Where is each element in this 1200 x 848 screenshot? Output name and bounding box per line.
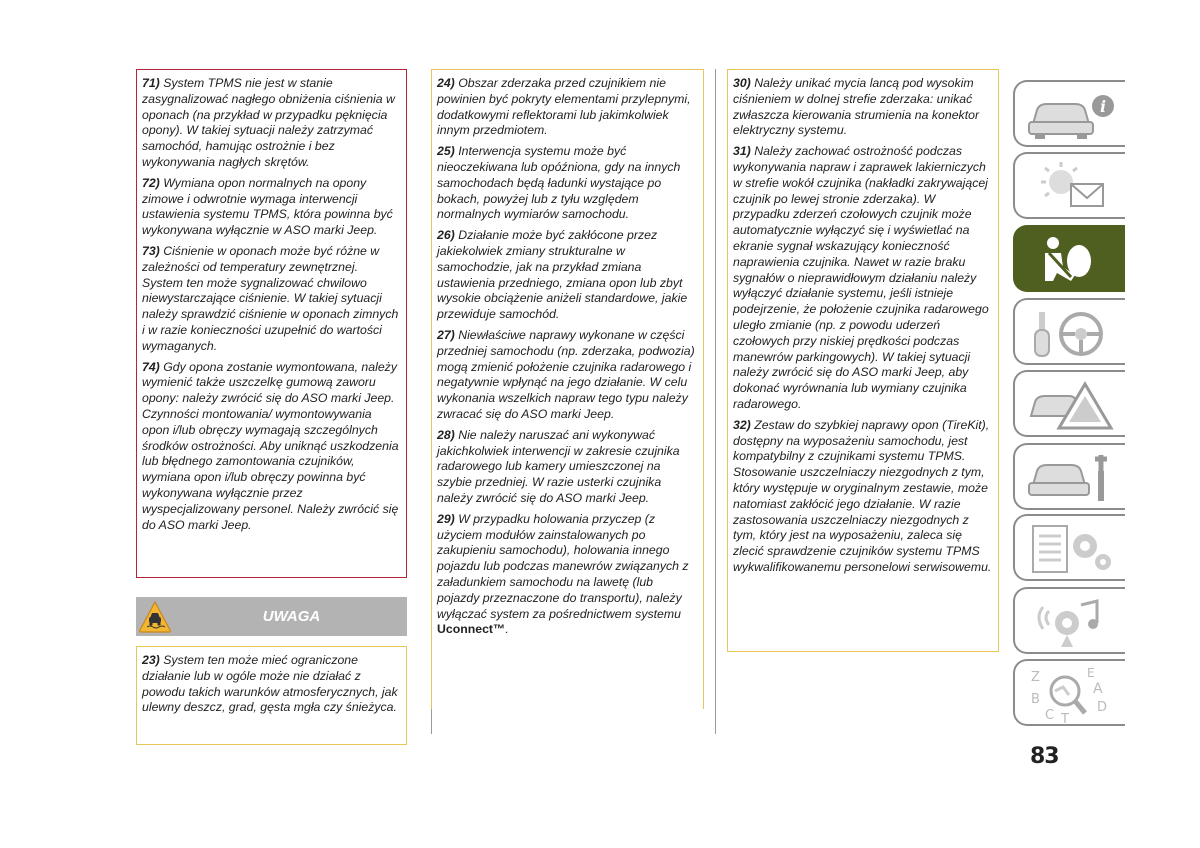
note-26: 26) Działanie może być zakłócone przez jakiekolwiek zmiany strukturalne w samochodzie, jak na przykład zmiana ustawienia przedniego, zmiana opon lub zbyt wysokie obciążenie aniżeli standardowe, jakie przewiduje samochód. (437, 228, 688, 322)
note-72: 72) Wymiana opon normalnych na opony zimowe i odwrotnie wymaga interwencji ustawienia systemu TPMS, która powinna być wykonywana wyłącznie w ASO marki Jeep. (142, 175, 393, 238)
note-73: 73) Ciśnienie w oponach może być różne w zależności od temperatury zewnętrznej. System ten może sygnalizować chwilowo niewystarczające ciśnienie. W takiej sytuacji należy sprawdzić ciśnienie w oponach zimnych i w razie konieczności uzupełnić do wartości wymaganych. (142, 243, 399, 353)
note-25: 25) Interwencja systemu może być nieoczekiwana lub opóźniona, gdy na innych samochodach będą ładunki wystające po bokach, powyżej lub z tyłu względem normalnych wymiarów samochodu. (437, 144, 681, 222)
index-letter: B (1031, 692, 1040, 707)
tab-multimedia[interactable] (1013, 587, 1125, 654)
index-letter: D (1097, 700, 1108, 715)
tab-safety[interactable] (1013, 225, 1125, 292)
tab-key-steering[interactable] (1013, 298, 1125, 365)
svg-text:i: i (1100, 97, 1107, 116)
note-27: 27) Niewłaściwe naprawy wykonane w części przedniej samochodu (np. zderzaka, podwozia) mogą zmienić położenie czujnika radarowego i negatywnie wpłynąć na jego działanie. W celu wykonania wszelkich napraw tego typu należy zwracać się do ASO marki Jeep. (437, 327, 695, 421)
note-23: 23) System ten może mieć ograniczone działanie lub w ogóle może nie działać z powodu takich warunków atmosferycznych, jak ulewny deszcz, grad, gęsta mgła czy śnieżyca. (142, 653, 398, 715)
tab-technical-data[interactable] (1013, 514, 1125, 581)
index-letter: C (1045, 708, 1055, 723)
caution-notes-column-2 (727, 69, 999, 652)
note-71: 71) System TPMS nie jest w stanie zasygnalizować nagłego obniżenia ciśnienia w oponach (na przykład w przypadku pęknięcia opony). W takiej sytuacji należy zatrzymać samochód, hamując ostrożnie i bez wykonywania nagłych skrętów. (142, 76, 395, 169)
note-74: 74) Gdy opona zostanie wymontowana, należy wymienić także uszczelkę gumową zaworu opony: należy zwrócić się do ASO marki Jeep. Czynności montowania/ wymontowywania opon i/lub obręczy wymagają szczególnych środków ostrożności. Aby uniknąć uszkodzenia lub błędnego zamontowania czujników, wymiana opon i/lub obręczy powinna być wykonywana wyłącznie przez wyspecjalizowany personel. Należy zwrócić się do ASO marki Jeep. (142, 359, 399, 532)
note-29: 29) W przypadku holowania przyczep (z użyciem modułów zainstalowanych po zakupieniu samochodu), holowania innego pojazdu lub podczas manewrów związanych z załadunkiem samochodu na lawetę (lub pojazdy przeznaczone do transportu), należy wyłączać system za pośrednictwem systemu Uconnect™. (437, 511, 689, 637)
column-divider (715, 69, 716, 734)
key-steering-icon (1023, 304, 1123, 362)
index-letter: T (1061, 712, 1069, 723)
tab-dashboard-lights[interactable] (1013, 152, 1125, 219)
note-32: 32) Zestaw do szybkiej naprawy opon (TireKit), dostępny na wyposażeniu samochodu, jest kompatybilny z czujnikami systemu TPMS. Stosowanie uszczelniaczy niezgodnych z tym, który występuje w oryginalnym zestawie, może natomiast zakłócić jego działanie. W razie zastosowania uszczelniaczy niezgodnych z tym, który jest na wyposażeniu, zaleca się zlecić sprawdzenie czujników systemu TPMS wykwalifikowanemu personelowi serwisowemu. (733, 417, 992, 574)
tab-car-info[interactable] (1013, 80, 1125, 147)
warning-triangle-icon (1023, 376, 1123, 434)
note-31: 31) Należy zachować ostrożność podczas wykonywania napraw i zaprawek lakierniczych w strefie wokół czujnika (nakładki zakrywającej czujnik po lewej stronie zderzaka). W przypadku zderzeń czołowych czujnik może automatycznie wyłączyć się i wyświetlać na ekranie sygnał wskazujący konieczność naprawienia czujnika. Nawet w razie braku sygnałów o nieprawidłowym działaniu należy wyłączyć działanie systemu, jeśli istnieje podejrzenie, że położenie czujnika radarowego uległo zmianie (np. z powodu uderzeń czołowych przy niskiej prędkości podczas manewrów parkingowych). W takiej sytuacji należy zwrócić się do ASO marki Jeep, aby dokonać wyrównania lub wymiany czujnika radarowego. (733, 144, 989, 411)
car-info-icon (1023, 86, 1123, 144)
note-24: 24) Obszar zderzaka przed czujnikiem nie powinien być pokryty elementami przylepnymi, dodatkowymi reflektorami lub jakimkolwiek innym przedmiotem. (437, 76, 691, 138)
note-30: 30) Należy unikać mycia lancą pod wysokim ciśnieniem w dolnej strefie zderzaka: unikać zwłaszcza kierowania strumienia na konektor elektryczny systemu. (733, 76, 980, 138)
uconnect-brand: Uconnect™ (437, 622, 506, 637)
caution-notes-column (431, 69, 704, 709)
multimedia-icon (1023, 593, 1123, 651)
safety-airbag-icon (1023, 231, 1123, 289)
car-service-icon (1023, 449, 1123, 507)
uwaga-header (136, 597, 407, 636)
tab-emergency[interactable] (1013, 370, 1125, 437)
note-28: 28) Nie należy naruszać ani wykonywać jakichkolwiek interwencji w zakresie czujnika radarowego lub kamery umieszczonej na szybie przedniej. W razie usterki czujnika należy zwrócić się do ASO marki Jeep. (437, 427, 680, 505)
tab-index[interactable] (1013, 659, 1125, 726)
index-letter: A (1093, 681, 1103, 697)
page-number: 83 (1030, 744, 1059, 769)
dashboard-lights-icon (1023, 158, 1123, 216)
warning-notes-box (136, 69, 407, 578)
technical-data-icon (1023, 520, 1123, 578)
tab-maintenance[interactable] (1013, 443, 1125, 510)
uwaga-label: UWAGA (262, 608, 321, 625)
caution-note-box (136, 646, 407, 745)
alphabetical-index-icon (1023, 665, 1123, 723)
index-letter: E (1087, 666, 1095, 680)
index-letter: Z (1031, 670, 1040, 685)
